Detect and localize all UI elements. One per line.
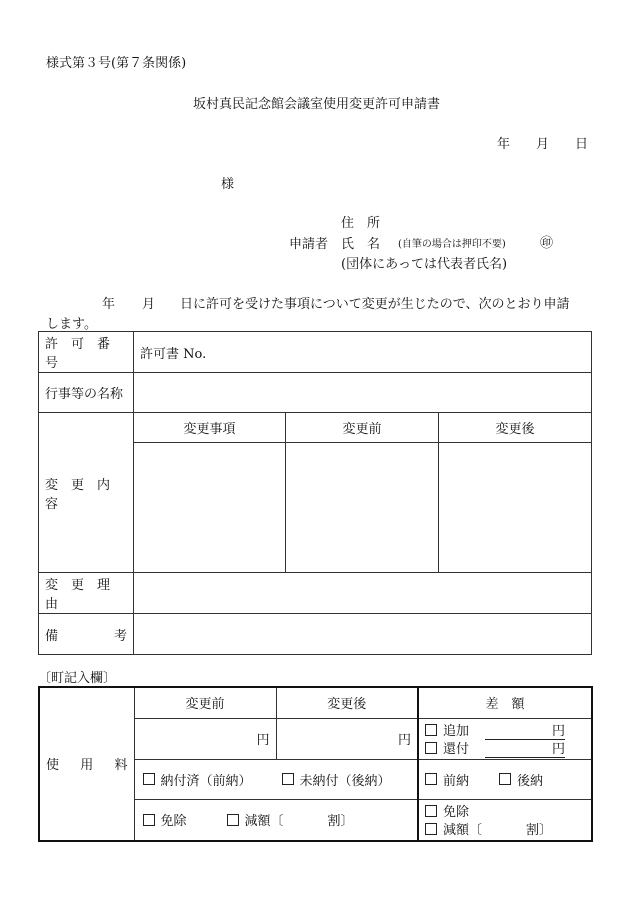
diff-reduce-checkbox[interactable]	[425, 823, 437, 835]
permit-number-label: 許 可 番 号	[39, 332, 134, 373]
change-reason-field[interactable]	[134, 573, 592, 614]
refund-yen: 円	[552, 741, 566, 757]
diff-exemption-cell	[418, 799, 592, 841]
change-content-label: 変 更 内 容	[39, 413, 134, 573]
event-name-label: 行事等の名称	[39, 373, 134, 413]
fee-after-field[interactable]	[276, 718, 418, 759]
diff-reduce-label: 減額〔	[443, 823, 483, 838]
group-note: (団体にあっては代表者氏名)	[341, 257, 508, 272]
addressee-sama: 様	[221, 177, 235, 192]
unpaid-checkbox[interactable]	[282, 773, 294, 785]
postpay-checkbox[interactable]	[499, 773, 511, 785]
applicant-label: 申請者	[289, 237, 329, 252]
intro-year: 年	[102, 297, 116, 312]
change-item-field[interactable]	[134, 443, 286, 573]
change-col-before: 変更前	[286, 413, 439, 443]
prepay-label: 前納	[443, 773, 470, 789]
paid-checkbox[interactable]	[143, 773, 155, 785]
pay-timing-cell	[418, 759, 592, 799]
prepay-checkbox[interactable]	[425, 773, 437, 785]
town-col-before: 変更前	[134, 687, 276, 718]
remarks-field[interactable]	[134, 614, 592, 655]
payment-status-cell	[134, 759, 418, 799]
form-number: 様式第３号(第７条関係)	[46, 56, 187, 71]
town-col-diff: 差 額	[418, 687, 592, 718]
remarks-label-1: 備	[45, 628, 59, 644]
date-year-label: 年	[497, 137, 511, 152]
unpaid-label: 未納付（後納）	[299, 773, 391, 789]
paid-label: 納付済（前納）	[160, 773, 252, 789]
add-row	[425, 721, 585, 739]
intro-line2: します。	[46, 317, 97, 332]
fee-after-yen: 円	[397, 733, 411, 748]
add-yen: 円	[552, 723, 566, 739]
change-reason-label: 変 更 理 由	[39, 573, 134, 614]
refund-row	[425, 739, 585, 757]
permit-number-field[interactable]	[134, 332, 592, 373]
fee-label-1: 使	[46, 758, 60, 774]
date-day-label: 日	[575, 137, 589, 152]
add-amount-field[interactable]	[485, 720, 565, 740]
reduce-label: 減額〔	[244, 814, 284, 829]
reduce-suffix: 割〕	[327, 814, 354, 829]
intro-line1: 日に許可を受けた事項について変更が生じたので、次のとおり申請	[180, 297, 570, 312]
exempt-label: 免除	[160, 814, 187, 829]
refund-checkbox[interactable]	[425, 742, 437, 754]
fee-before-yen: 円	[256, 733, 270, 748]
diff-exempt-checkbox[interactable]	[425, 805, 437, 817]
fee-label-2: 用	[80, 758, 94, 774]
address-label: 住 所	[341, 216, 381, 231]
change-col-after: 変更後	[439, 413, 592, 443]
name-label: 氏 名	[341, 237, 381, 252]
seal-mark: ㊞	[540, 236, 554, 251]
exemption-cell	[134, 799, 418, 841]
exempt-checkbox[interactable]	[143, 814, 155, 826]
postpay-label: 後納	[517, 773, 544, 789]
town-section-label: 〔町記入欄〕	[38, 671, 117, 686]
add-checkbox[interactable]	[425, 724, 437, 736]
date-month-label: 月	[536, 137, 550, 152]
name-note: (自筆の場合は押印不要)	[398, 239, 506, 250]
application-table	[38, 331, 592, 655]
change-col-item: 変更事項	[134, 413, 286, 443]
fee-before-field[interactable]	[134, 718, 276, 759]
fee-label-3: 料	[114, 758, 128, 774]
permit-number-prefix: 許可書 No.	[140, 346, 207, 362]
change-after-field[interactable]	[439, 443, 592, 573]
town-table	[38, 686, 593, 842]
town-col-after: 変更後	[276, 687, 418, 718]
diff-reduce-suffix: 割〕	[526, 823, 553, 838]
remarks-label-2: 考	[113, 628, 127, 644]
refund-amount-field[interactable]	[485, 738, 565, 758]
diff-amount-cell	[418, 718, 592, 759]
form-title: 坂村真民記念館会議室使用変更許可申請書	[193, 97, 441, 112]
add-label: 追加	[443, 724, 470, 739]
intro-month: 月	[142, 297, 156, 312]
remarks-label	[39, 614, 134, 655]
event-name-field[interactable]	[134, 373, 592, 413]
change-before-field[interactable]	[286, 443, 439, 573]
fee-label	[39, 687, 134, 841]
reduce-checkbox[interactable]	[227, 814, 239, 826]
diff-exempt-label: 免除	[443, 805, 470, 820]
refund-label: 還付	[443, 742, 470, 757]
